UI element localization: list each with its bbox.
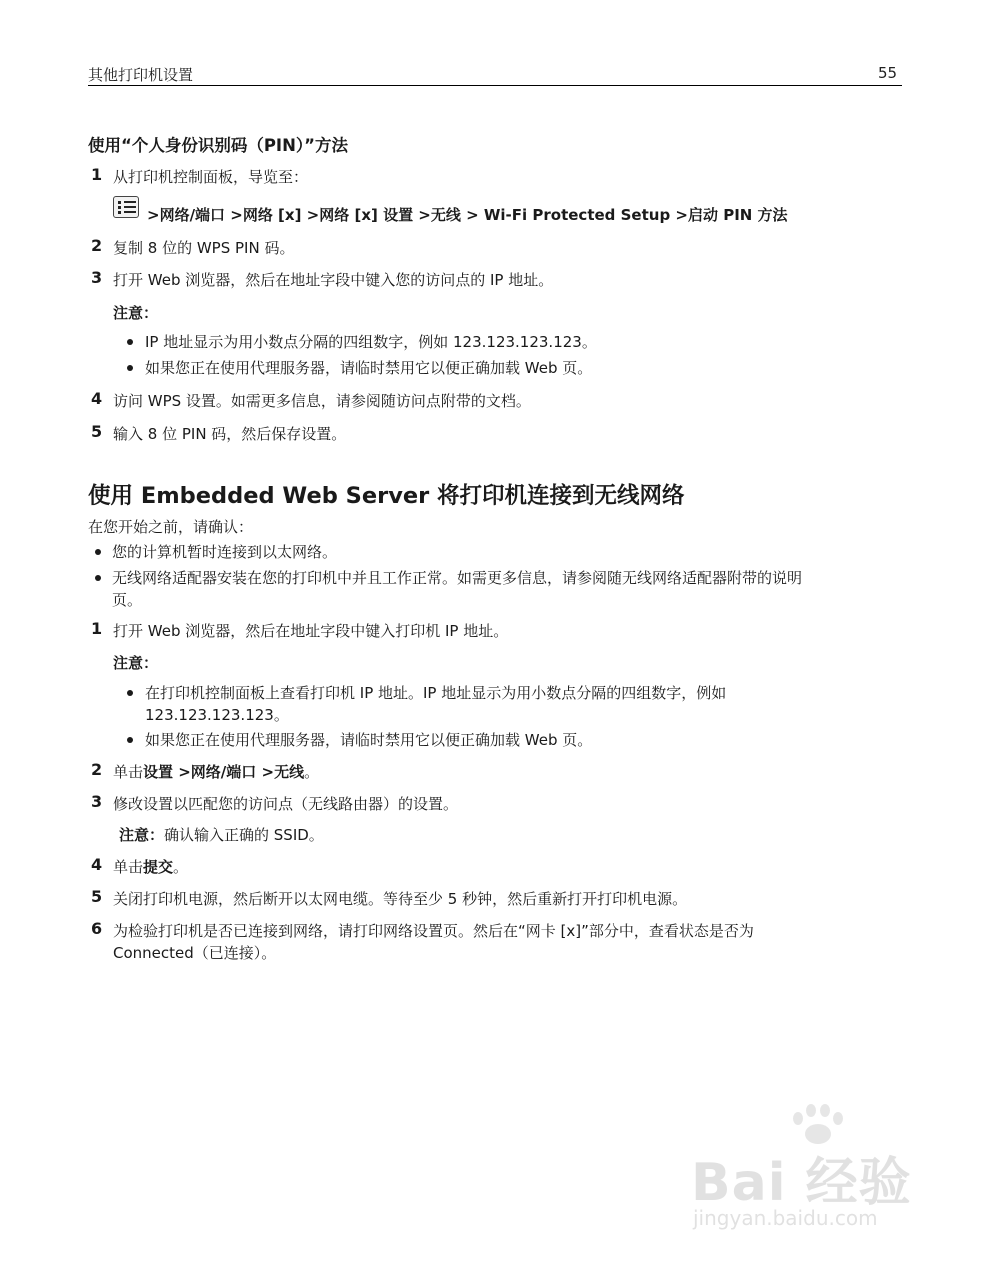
bullet-icon [95, 549, 101, 555]
step-text: 关闭打印机电源，然后断开以太网电缆。等待至少 5 秒钟，然后重新打开打印机电源。 [113, 890, 688, 908]
step-text: 打开 Web 浏览器，然后在地址字段中键入您的访问点的 IP 地址。 [113, 271, 554, 289]
note-item: 如果您正在使用代理服务器，请临时禁用它以便正确加载 Web 页。 [145, 359, 593, 377]
step-text: 访问 WPS 设置。如需更多信息，请参阅随访问点附带的文档。 [113, 392, 531, 410]
step-text [113, 761, 319, 782]
note-label: 注意： [113, 304, 159, 322]
header-rule [88, 85, 902, 86]
prereq-item-continued: 页。 [112, 591, 143, 609]
step-number: 2 [91, 760, 103, 779]
step-text: 为检验打印机是否已连接到网络，请打印网络设置页。然后在“网卡 [x]”部分中，查看状态是否为 [113, 922, 754, 940]
watermark-brand: Bai 经验 [691, 1153, 912, 1213]
step-prefix: 单击 [113, 858, 144, 876]
bullet-icon [127, 365, 133, 371]
step-number: 1 [91, 165, 103, 184]
navigation-path: >网络/端口 >网络 [x] >网络 [x] 设置 >无线 > Wi-Fi Protected Setup >启动 PIN 方法 [147, 206, 788, 224]
step-text [113, 856, 188, 877]
watermark-url: jingyan.baidu.com [693, 1206, 878, 1230]
step-number: 5 [91, 422, 103, 441]
step-prefix: 单击 [113, 763, 144, 781]
section-title-pin: 使用“个人身份识别码（PIN）”方法 [88, 136, 348, 155]
step-text: 复制 8 位的 WPS PIN 码。 [113, 239, 295, 257]
step-text: 从打印机控制面板，导览至： [113, 168, 309, 186]
step-suffix: 。 [304, 763, 320, 781]
step-number: 2 [91, 236, 103, 255]
baidu-watermark [691, 1140, 931, 1240]
step-number: 3 [91, 268, 103, 287]
bullet-icon [95, 575, 101, 581]
prereq-item: 无线网络适配器安装在您的打印机中并且工作正常。如需更多信息，请参阅随无线网络适配器附带的说明 [112, 569, 803, 587]
step-suffix: 。 [173, 858, 189, 876]
menu-icon [113, 196, 139, 218]
submit-label: 提交 [143, 858, 174, 876]
intro-text: 在您开始之前，请确认： [88, 518, 254, 536]
prereq-item: 您的计算机暂时连接到以太网络。 [112, 543, 338, 561]
menu-path: 设置 >网络/端口 >无线 [143, 763, 305, 781]
step-text: 输入 8 位 PIN 码，然后保存设置。 [113, 425, 347, 443]
bullet-icon [127, 690, 133, 696]
note-label: 注意： [119, 826, 165, 844]
note-item: IP 地址显示为用小数点分隔的四组数字，例如 123.123.123.123。 [145, 333, 597, 351]
bullet-icon [127, 737, 133, 743]
note-item-continued: 123.123.123.123。 [145, 706, 289, 724]
note-line [119, 824, 324, 845]
step-number: 1 [91, 619, 103, 638]
section-title-ews: 使用 Embedded Web Server 将打印机连接到无线网络 [88, 483, 685, 509]
note-label: 注意： [113, 654, 159, 672]
step-text-continued: Connected（已连接）。 [113, 944, 277, 962]
note-item: 在打印机控制面板上查看打印机 IP 地址。IP 地址显示为用小数点分隔的四组数字，例如 [145, 684, 727, 702]
note-item: 如果您正在使用代理服务器，请临时禁用它以便正确加载 Web 页。 [145, 731, 593, 749]
running-header-title: 其他打印机设置 [88, 66, 194, 84]
step-number: 6 [91, 919, 103, 938]
step-text: 修改设置以匹配您的访问点（无线路由器）的设置。 [113, 795, 459, 813]
step-number: 5 [91, 887, 103, 906]
step-text: 打开 Web 浏览器，然后在地址字段中键入打印机 IP 地址。 [113, 622, 509, 640]
note-text: 确认输入正确的 SSID。 [164, 826, 324, 844]
bullet-icon [127, 339, 133, 345]
step-number: 4 [91, 855, 103, 874]
step-number: 3 [91, 792, 103, 811]
page-number: 55 [878, 64, 898, 82]
step-number: 4 [91, 389, 103, 408]
